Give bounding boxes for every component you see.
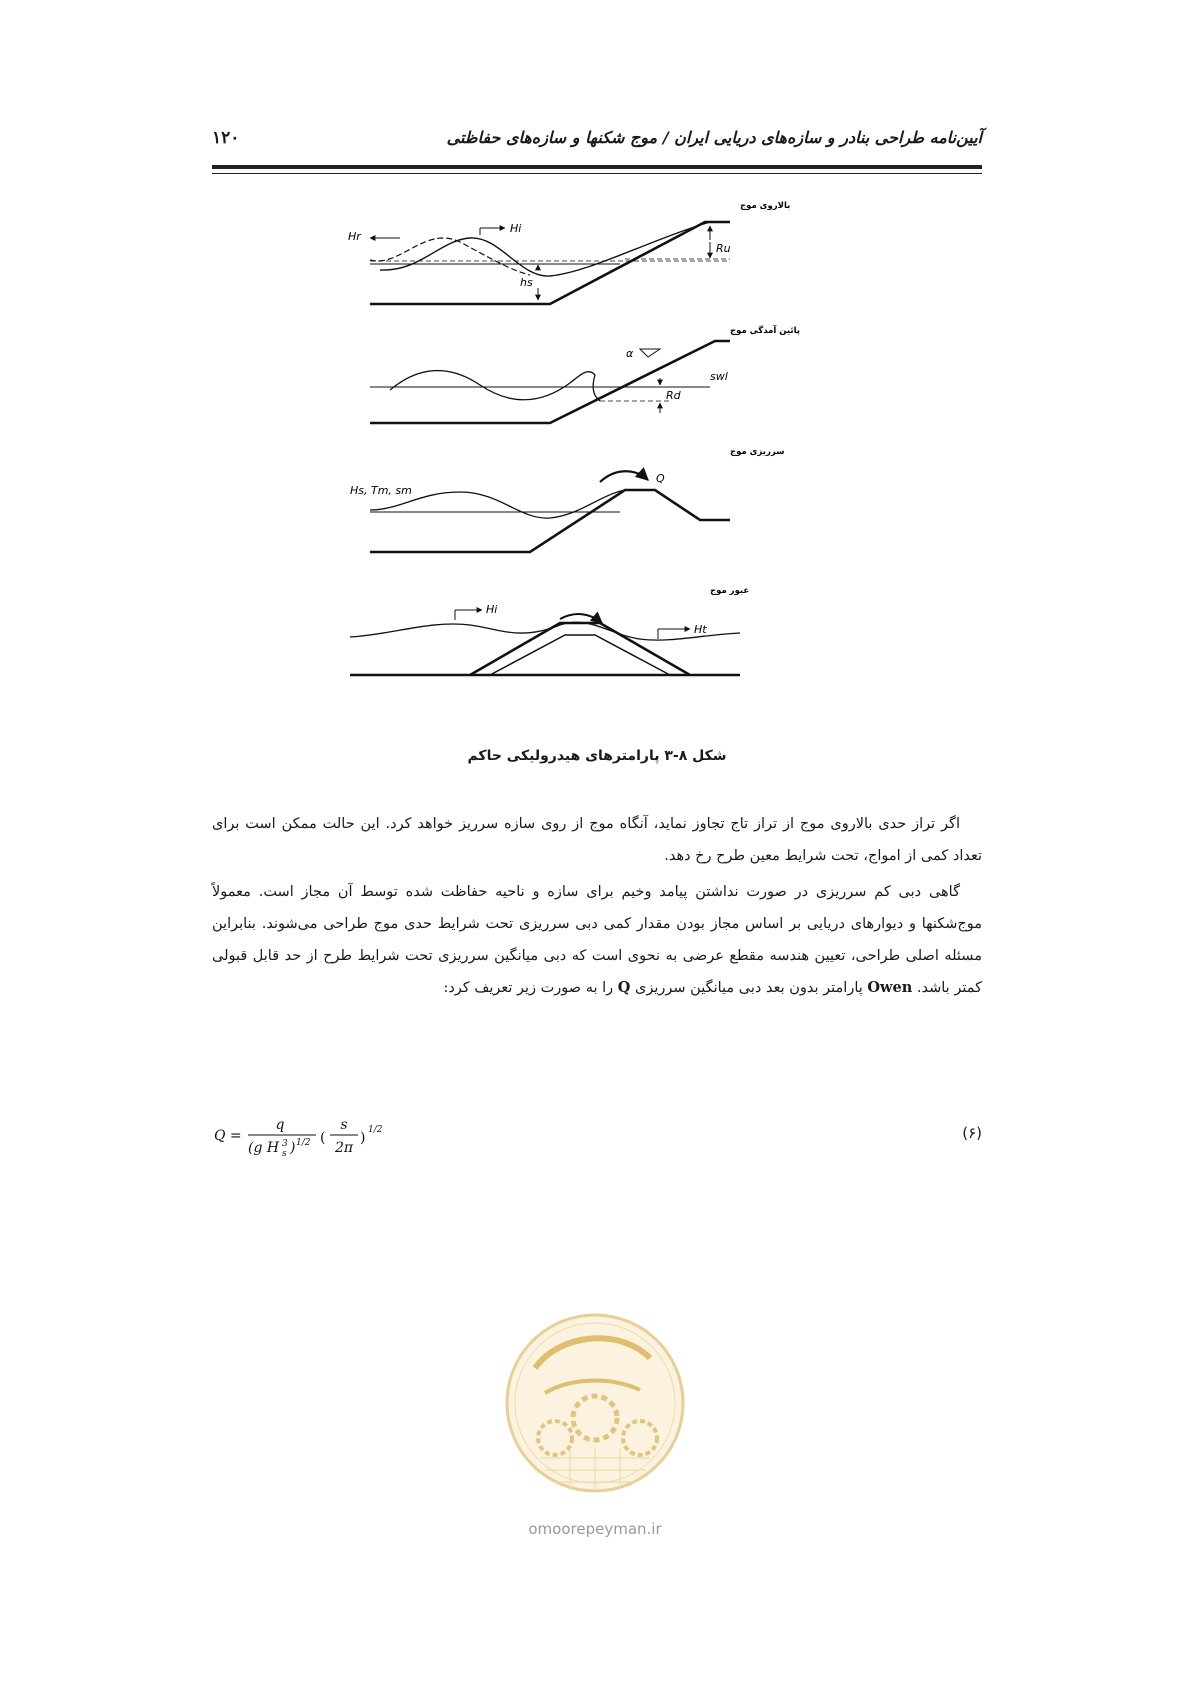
symbol-Q: Q (656, 472, 665, 485)
eq-denominator: (g H (248, 1140, 280, 1156)
symbol-Rd: Rd (666, 389, 681, 402)
symbol-Hi: Hi (510, 222, 522, 235)
panel-transmission-label: عبور موج (710, 586, 750, 596)
symbol-Ht: Ht (694, 623, 707, 636)
paragraph-2-text-c: را به صورت زیر تعریف کرد: (443, 980, 614, 996)
figure-caption: شکل ۸-۳ پارامترهای هیدرولیکی حاکم (467, 748, 727, 764)
panel-runup (348, 201, 790, 304)
panel-rundown-label: پائین آمدگی موج (730, 326, 800, 336)
panel-overtopping (350, 447, 785, 552)
body-text (212, 808, 982, 1008)
symbol-Q-bold: Q (617, 979, 631, 996)
page-number: ۱۲۰ (212, 128, 240, 148)
paragraph-2 (212, 876, 982, 1004)
symbol-hs: hs (520, 276, 533, 289)
eq-frac2-num: s (340, 1117, 348, 1133)
watermark-logo (500, 1298, 690, 1548)
header-rule-thin (212, 173, 982, 174)
watermark-seal (500, 1298, 690, 1548)
eq-den-tail: ) (290, 1140, 296, 1156)
eq-den-sup: 3 (282, 1139, 288, 1149)
paragraph-1: اگر تراز حدی بالاروی موج از تراز تاج تجاوز نماید، آنگاه موج از روی سازه سرریز خواهد کرد. این حالت ممکن است برای تعداد کمی از امواج، تحت شرایط معین طرح رخ دهد. (212, 816, 982, 864)
panel-rundown (370, 324, 800, 423)
hydraulic-parameters-figure (348, 200, 810, 740)
header-rule-thick (212, 165, 982, 169)
eq-exp: 1/2 (368, 1125, 383, 1135)
equation-number: (۶) (962, 1124, 982, 1142)
figure-svg (348, 200, 810, 740)
symbol-Hr: Hr (348, 230, 361, 243)
eq-den-exp: 1/2 (296, 1138, 311, 1148)
author-owen: Owen (867, 979, 913, 996)
eq-numerator: q (275, 1117, 285, 1133)
panel-overtopping-label: سرریزی موج (730, 447, 785, 457)
symbol-Hi-2: Hi (486, 603, 498, 616)
watermark-url: omoorepeyman.ir (528, 1520, 662, 1538)
panel-transmission (350, 586, 749, 675)
page-header (212, 128, 982, 158)
eq-frac2-den: 2π (334, 1140, 354, 1156)
symbol-alpha: α (626, 347, 634, 360)
eq-den-sub: s (282, 1149, 287, 1159)
symbol-Ru: Ru (716, 242, 731, 255)
equation-6 (212, 1112, 982, 1158)
paragraph-2-text-a: گاهی دبی کم سرریزی در صورت نداشتن پیامد وخیم برای سازه و ناحیه حفاظت شده توسط آن مجاز است. معمولاً موج‌شکنها و دیوارهای دریایی بر اساس مجاز بودن مقدار کمی دبی سرریزی تحت شرایط حدی موج طراحی می‌شوند. بنابراین مسئله اصلی طراحی، تعیین هندسه مقطع عرضی به نحوی است که دبی میانگین سرریزی تحت شرایط طرح از حد قابل قبولی کمتر باشد. (212, 884, 982, 996)
eq-paren-close: ) (360, 1130, 366, 1146)
running-title: آیین‌نامه طراحی بنادر و سازه‌های دریایی ایران / موج شکنها و سازه‌های حفاظتی (446, 128, 982, 147)
symbol-swl: swl (710, 370, 728, 383)
panel-runup-label: بالاروی موج (740, 201, 791, 211)
equation-formula (212, 1112, 432, 1158)
paragraph-2-text-b: پارامتر بدون بعد دبی میانگین سرریزی (635, 980, 863, 996)
eq-lhs: Q = (214, 1128, 242, 1144)
eq-paren-open: ( (320, 1130, 326, 1146)
symbol-Hs-Tm-sm: Hs, Tm, sm (350, 484, 412, 497)
